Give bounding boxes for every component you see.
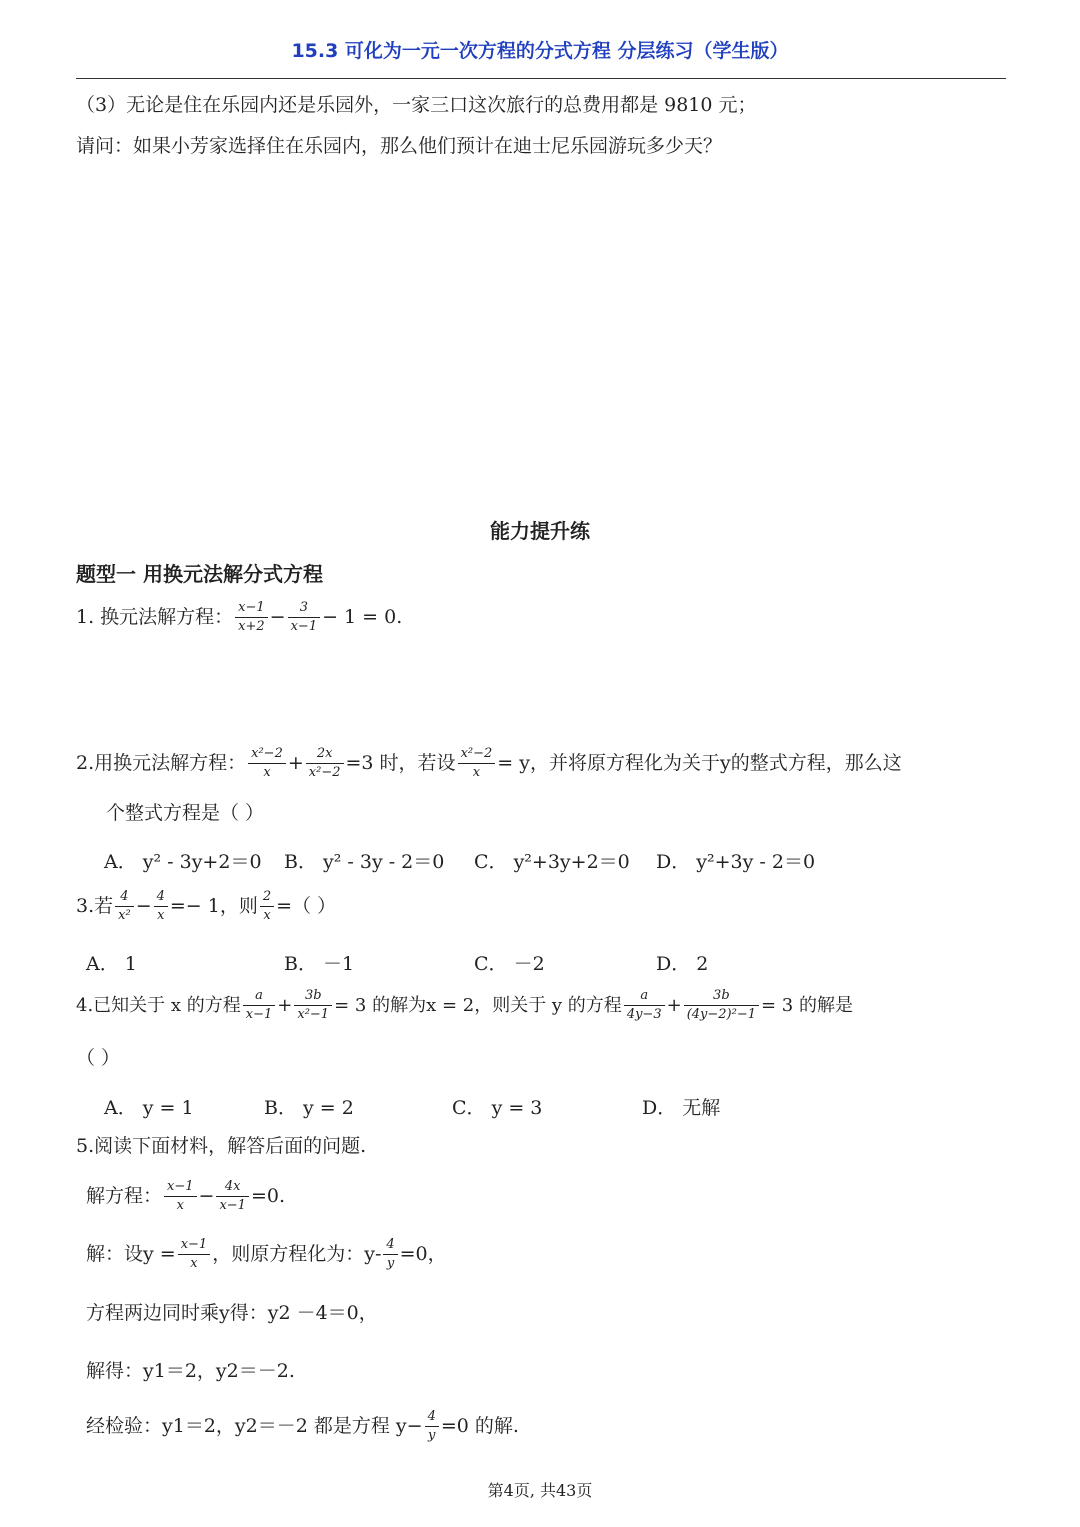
question-4 (76, 989, 853, 1023)
page-header-title: 15.3 可化为一元一次方程的分式方程 分层练习（学生版） (291, 40, 789, 62)
q5-check-line (86, 1410, 519, 1444)
question-5-intro: 5.阅读下面材料，解答后面的问题. (76, 1135, 367, 1157)
q4-operator-2: + (666, 994, 682, 1016)
q4-option-a: A． y = 1 (104, 1097, 194, 1119)
q2-option-d: D． y²+3y - 2＝0 (656, 851, 816, 873)
header-divider (76, 78, 1006, 79)
q4-fraction-2: $\frac{3b}{\text{x²−1}}$ (294, 989, 332, 1023)
q5-l2-suffix: =0， (399, 1242, 447, 1265)
question-3 (76, 890, 336, 924)
q2-line2: 个整式方程是（ ） (106, 802, 265, 824)
q2-option-b: B． y² - 3y - 2＝0 (284, 851, 445, 873)
section-title: 能力提升练 (490, 519, 590, 543)
q5-l5-suffix: =0 的解. (440, 1414, 519, 1437)
question-1 (76, 601, 402, 635)
q2-fraction-2: $\frac{2x}{\text{x²−2}}$ (306, 747, 344, 781)
q4-fraction-3: $\frac{a}{4y-3}$ (624, 989, 665, 1023)
q4-option-d: D． 无解 (642, 1097, 721, 1119)
q2-option-c: C． y²+3y+2＝0 (474, 851, 630, 873)
q1-suffix: − 1 = 0. (322, 605, 403, 628)
q1-operator: − (269, 605, 286, 628)
q3-option-b: B． －1 (284, 953, 355, 975)
q3-mid: =− 1，则 (169, 894, 258, 917)
q2-mid: =3 时，若设 (345, 751, 456, 774)
q4-mid: = 3 的解为x = 2，则关于 y 的方程 (334, 994, 622, 1016)
q5-l1-operator: − (198, 1184, 215, 1207)
q5-l2-prefix: 解：设y = (86, 1242, 176, 1265)
q5-l1-fraction-1: $\frac{x-1}{x}$ (164, 1180, 197, 1214)
q4-fraction-1: $\frac{a}{x-1}$ (243, 989, 276, 1023)
q3-prefix: 3.若 (76, 894, 114, 917)
q1-fraction-2: $\frac{3}{x-1}$ (288, 601, 321, 635)
q4-fraction-4: $\frac{3b}{\text{(4y−2)²−1}}$ (684, 989, 759, 1023)
q1-fraction-1: $\frac{x-1}{x+2}$ (235, 601, 268, 635)
q5-l5-prefix: 经检验：y1＝2，y2＝－2 都是方程 y− (86, 1414, 423, 1437)
q5-l1-fraction-2: $\frac{4x}{x-1}$ (216, 1180, 249, 1214)
q3-option-d: D． 2 (656, 953, 709, 975)
q3-fraction-2: $\frac{4}{x}$ (154, 890, 168, 924)
q5-l5-fraction: $\frac{4}{y}$ (425, 1410, 439, 1444)
q5-l2-fraction-2: $\frac{4}{y}$ (383, 1238, 397, 1272)
q4-tail: = 3 的解是 (761, 994, 853, 1016)
q5-equation-line (86, 1180, 285, 1214)
q5-l2-mid: ，则原方程化为：y- (212, 1242, 382, 1265)
question-2 (76, 747, 902, 781)
q5-l2-fraction-1: $\frac{x-1}{x}$ (178, 1238, 211, 1272)
q5-solution-line: 解得：y1＝2，y2＝－2. (86, 1360, 295, 1382)
q2-fraction-1: $\frac{\text{x²−2}}{x}$ (248, 747, 286, 781)
q2-operator: + (287, 751, 304, 774)
q4-operator: + (277, 994, 293, 1016)
q1-prefix: 1. 换元法解方程： (76, 605, 234, 628)
q3-part-line1: （3）无论是住在乐园内还是乐园外，一家三口这次旅行的总费用都是 9810 元； (76, 94, 757, 116)
q3-fraction-1: $\frac{4}{\text{x²}}$ (115, 890, 134, 924)
q3-fraction-3: $\frac{2}{x}$ (260, 890, 274, 924)
page-footer: 第4页, 共43页 (487, 1481, 593, 1500)
q2-tail: = y，并将原方程化为关于y的整式方程，那么这 (497, 751, 902, 774)
q3-part-line2: 请问：如果小芳家选择住在乐园内，那么他们预计在迪士尼乐园游玩多少天？ (76, 135, 723, 157)
q3-option-a: A． 1 (86, 953, 137, 975)
q5-substitution-line (86, 1238, 447, 1272)
q2-option-a: A． y² - 3y+2＝0 (104, 851, 262, 873)
q4-line2: （ ） (76, 1047, 121, 1069)
q5-l1-prefix: 解方程： (86, 1184, 163, 1207)
q2-fraction-3: $\frac{\text{x²−2}}{x}$ (458, 747, 496, 781)
q4-option-c: C． y = 3 (452, 1097, 543, 1119)
q5-multiply-line: 方程两边同时乘y得：y2 －4＝0， (86, 1302, 378, 1324)
q5-l1-suffix: =0. (250, 1184, 285, 1207)
q3-operator: − (135, 894, 152, 917)
q3-option-c: C． －2 (474, 953, 545, 975)
subsection-title: 题型一 用换元法解分式方程 (76, 562, 323, 586)
q2-prefix: 2.用换元法解方程： (76, 751, 247, 774)
q4-prefix: 4.已知关于 x 的方程 (76, 994, 241, 1016)
q3-tail: =（ ） (276, 894, 337, 917)
q4-option-b: B． y = 2 (264, 1097, 354, 1119)
